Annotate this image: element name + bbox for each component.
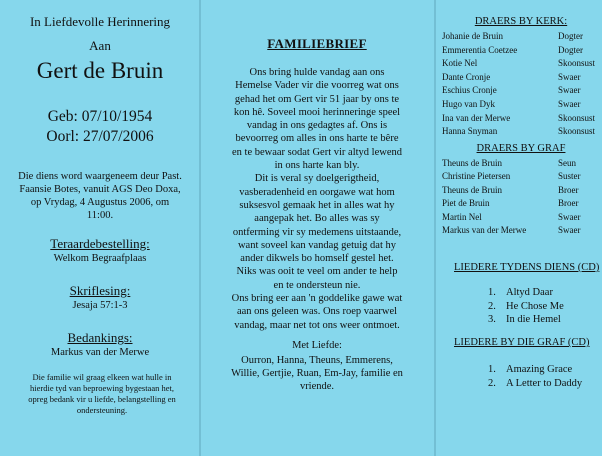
memorial-intro: In Liefdevolle Herinnering — [29, 14, 171, 29]
bearer-relation: Broer — [558, 198, 579, 209]
family-letter-panel — [206, 0, 428, 456]
bearer-row — [440, 31, 602, 43]
song-number: 3. — [488, 314, 496, 325]
song-title: Amazing Grace — [506, 364, 573, 375]
bearer-relation: Dogter — [558, 31, 583, 41]
letter-line: Dit is veral sy doelgerigtheid, — [254, 173, 380, 185]
bearer-name: Hanna Snyman — [442, 126, 498, 137]
letter-line: Ons bring hulde vandag aan ons — [249, 67, 385, 78]
signoff-names — [212, 354, 422, 393]
bearer-row — [440, 45, 602, 57]
letter-line: bevoorreg om alles in ons harte te bêre — [235, 133, 399, 145]
bearer-row — [440, 85, 602, 97]
bearer-name: Theuns de Bruin — [442, 158, 502, 168]
deceased-name: Gert de Bruin — [36, 58, 164, 83]
letter-line: Ons bring eer aan 'n goddelike gawe wat — [231, 293, 403, 305]
letter-line: ander dikwels bo homself gestel het. — [240, 253, 394, 265]
scripture-heading: Skriflesing: — [69, 283, 131, 298]
bearer-relation: Dogter — [558, 44, 583, 55]
bearer-row — [440, 185, 602, 197]
family-thanks-note — [12, 372, 192, 416]
bearer-row — [440, 99, 602, 111]
letter-line: gehad het om Gert vir 51 jaar by ons te — [234, 93, 400, 105]
letter-line: vasberadenheid en oorgawe wat hom — [239, 186, 395, 198]
bearer-name: Hugo van Dyk — [442, 99, 495, 109]
bearer-row — [440, 225, 602, 237]
bearer-row — [440, 198, 602, 210]
family-letter-title: FAMILIEBRIEF — [267, 36, 367, 51]
song-title: Altyd Daar — [506, 287, 553, 298]
song-title: In die Hemel — [506, 314, 561, 325]
bearer-name: Theuns de Bruin — [442, 184, 502, 195]
bearer-relation: Skoonsust — [558, 126, 596, 137]
bearer-relation: Skoonsust — [558, 58, 596, 69]
closing-line: hierdie tyd van beproewing bygestaan het, — [30, 383, 174, 393]
bearer-name: Dante Cronje — [442, 71, 491, 82]
letter-line: aan ons geleen was. Ons roep vaarwel — [236, 306, 398, 318]
memorial-panel — [4, 0, 196, 456]
church-bearers-heading: DRAERS BY KERK: — [474, 16, 568, 27]
song-item — [488, 314, 561, 325]
bearer-relation: Suster — [558, 171, 581, 182]
bearer-relation: Swaer — [558, 71, 581, 82]
song-title: He Chose Me — [506, 300, 564, 312]
signoff-line: Ourron, Hanna, Theuns, Emmerens, — [241, 355, 393, 366]
bearer-relation: Swaer — [558, 225, 581, 235]
letter-line: vandag, maar net tot ons weer ontmoet. — [234, 319, 400, 331]
closing-line: opreg bedank vir u liefde, belangstelling en — [28, 394, 176, 404]
bearer-name: Ina van der Merwe — [442, 112, 511, 123]
service-line: Faansie Botes, vanuit AGS Deo Doxa, — [19, 184, 181, 195]
fold-line-right — [434, 0, 436, 456]
thanks-heading: Bedankings: — [67, 330, 133, 345]
song-item — [488, 364, 572, 375]
song-title: A Letter to Daddy — [506, 377, 583, 389]
bearer-name: Martin Nel — [442, 211, 482, 222]
letter-line: ontferming vir sy medemens uitstaande, — [232, 226, 402, 238]
bearer-name: Kotie Nel — [442, 58, 478, 69]
bearer-row — [440, 126, 602, 138]
family-letter-body — [206, 66, 428, 332]
song-item — [488, 301, 564, 312]
song-number: 1. — [488, 287, 496, 298]
song-number: 1. — [488, 364, 496, 375]
song-number: 2. — [488, 300, 496, 312]
bearer-relation: Skoonsust — [558, 112, 596, 123]
bearer-name: Eschius Cronje — [442, 85, 497, 96]
signoff-line: vriende. — [299, 381, 335, 392]
letter-line: en te ondersteun nie. — [273, 279, 361, 291]
signoff-line: Willie, Gertjie, Ruan, Em-Jay, familie en — [231, 368, 403, 379]
grave-bearers-heading: DRAERS BY GRAF — [476, 143, 566, 154]
letter-line: aangepak het. Bo alles was sy — [254, 213, 380, 225]
scripture-value: Jesaja 57:1-3 — [72, 300, 128, 311]
grave-songs-heading: LIEDERE BY DIE GRAF (CD) — [454, 337, 590, 348]
bearer-relation: Swaer — [558, 85, 581, 96]
bearer-name: Christine Pietersen — [442, 171, 511, 182]
letter-line: vandag in ons gedagtes af. Ons is — [246, 120, 388, 132]
letter-line: en te bewaar sodat Gert vir altyd lewend — [232, 146, 402, 158]
service-line: op Vrydag, 4 Augustus 2006, om — [30, 197, 170, 208]
service-songs-heading: LIEDERE TYDENS DIENS (CD) — [454, 262, 600, 273]
song-number: 2. — [488, 377, 496, 389]
letter-line: Niks was ooit te veel om ander te help — [236, 266, 398, 278]
interment-heading: Teraardebestelling: — [50, 236, 150, 251]
bearer-row — [440, 212, 602, 224]
bearer-name: Piet de Bruin — [442, 198, 490, 209]
life-dates — [4, 107, 196, 147]
service-line: 11:00. — [86, 210, 114, 221]
birth-date: Geb: 07/10/1954 — [47, 108, 153, 125]
letter-line: suksesvol gemaak het in alles wat hy — [239, 199, 395, 211]
service-line: Die diens word waargeneem deur Past. — [18, 171, 182, 182]
death-date: Oorl: 27/07/2006 — [46, 128, 154, 145]
letter-line: in ons harte kan bly. — [274, 160, 360, 172]
letter-line: Hemelse Vader vir die voorreg wat ons — [235, 80, 399, 92]
bearer-name: Markus van der Merwe — [442, 225, 527, 235]
interment-value: Welkom Begraafplaas — [53, 253, 147, 264]
bearer-row — [440, 58, 602, 70]
closing-line: ondersteuning. — [76, 405, 128, 415]
fold-line-left — [199, 0, 201, 456]
bearer-relation: Seun — [558, 158, 576, 168]
closing-line: Die familie wil graag elkeen wat hulle in — [32, 372, 172, 382]
letter-line: kon hê. Soveel mooi herinneringe speel — [233, 106, 401, 118]
song-item — [488, 287, 553, 298]
bearer-row — [440, 171, 602, 183]
pallbearers-songs-panel — [440, 0, 602, 456]
bearer-relation: Broer — [558, 184, 579, 195]
song-item — [488, 378, 582, 389]
memorial-intro-aan: Aan — [89, 38, 111, 53]
bearer-name: Johanie de Bruin — [442, 31, 503, 41]
thanks-value: Markus van der Merwe — [50, 347, 150, 358]
bearer-row — [440, 158, 602, 170]
bearer-row — [440, 72, 602, 84]
signoff-heading: Met Liefde: — [292, 340, 342, 351]
service-details — [4, 170, 196, 222]
bearer-row — [440, 113, 602, 125]
letter-line: want soveel kan vandag getuig dat hy — [237, 239, 397, 251]
bearer-relation: Swaer — [558, 211, 581, 222]
bearer-relation: Swaer — [558, 99, 581, 109]
bearer-name: Emmerentia Coetzee — [442, 44, 518, 55]
